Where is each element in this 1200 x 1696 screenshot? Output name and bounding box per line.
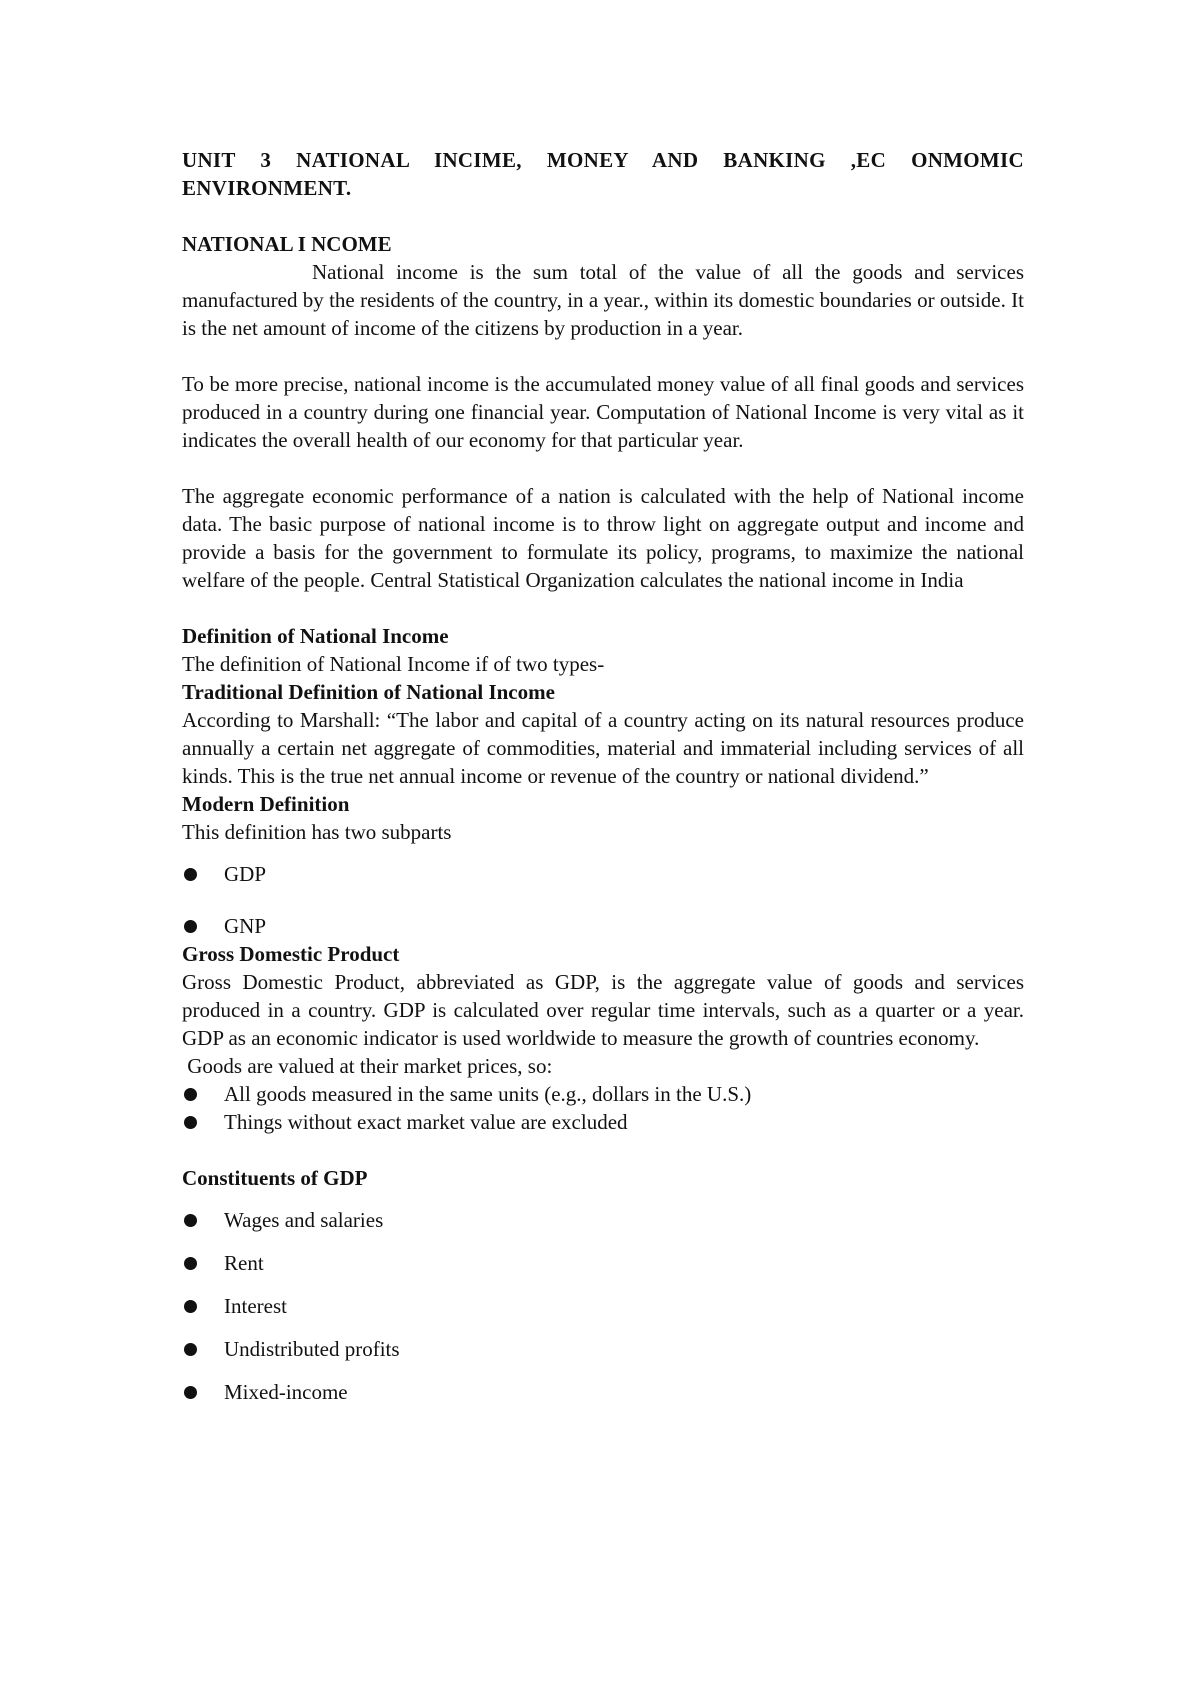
- subparts-list: [182, 860, 1024, 940]
- list-item-label: Mixed-income: [224, 1380, 348, 1404]
- modern-definition-text: This definition has two subparts: [182, 820, 452, 844]
- list-item: [182, 1249, 1024, 1277]
- list-item: [182, 1080, 1024, 1108]
- national-income-paragraph-3: The aggregate economic performance of a nation is calculated with the help of National income data. The basic purpose of national income is to throw light on aggregate output and income and provide a basis for the government to formulate its policy, programs, to maximize the national welfare of the people. Central Statistical Organization calculates the national income in India: [182, 484, 1024, 592]
- national-income-heading: NATIONAL I NCOME: [182, 232, 392, 256]
- constituents-list: [182, 1206, 1024, 1406]
- list-item: [182, 1292, 1024, 1320]
- list-item-label: Wages and salaries: [224, 1208, 384, 1232]
- list-item: [182, 1108, 1024, 1136]
- document-title: UNIT 3 NATIONAL INCIME, MONEY AND BANKING ,EC ONMOMIC ENVIRONMENT.: [182, 148, 1024, 200]
- document-page: [182, 146, 1024, 1406]
- list-item-label: Undistributed profits: [224, 1337, 400, 1361]
- list-item: [182, 1378, 1024, 1406]
- list-item-label: Things without exact market value are excluded: [224, 1110, 628, 1134]
- bullet-icon: [184, 1088, 197, 1101]
- bullet-icon: [184, 1386, 197, 1399]
- modern-definition-heading: Modern Definition: [182, 792, 350, 816]
- constituents-heading: Constituents of GDP: [182, 1166, 368, 1190]
- bullet-icon: [184, 920, 197, 933]
- list-item-label: GDP: [224, 862, 267, 886]
- gdp-goods-line: Goods are valued at their market prices, so:: [182, 1054, 553, 1078]
- goods-points-list: [182, 1080, 1024, 1136]
- national-income-paragraph-2: To be more precise, national income is the accumulated money value of all final goods and services produced in a country during one financial year. Computation of National Income is very vital as it indicates the overall health of our economy for that particular year.: [182, 372, 1024, 452]
- bullet-icon: [184, 1257, 197, 1270]
- bullet-icon: [184, 1214, 197, 1227]
- list-item-label: GNP: [224, 914, 267, 938]
- definition-intro: The definition of National Income if of two types-: [182, 652, 605, 676]
- list-item-label: All goods measured in the same units (e.g., dollars in the U.S.): [224, 1082, 752, 1106]
- list-item: [182, 860, 1024, 888]
- bullet-icon: [184, 1300, 197, 1313]
- national-income-paragraph-1: National income is the sum total of the value of all the goods and services manufactured by the residents of the country, in a year., within its domestic boundaries or outside. It is the net amount of income of the citizens by production in a year.: [182, 260, 1024, 340]
- list-item: [182, 912, 1024, 940]
- traditional-definition-text: According to Marshall: “The labor and capital of a country acting on its natural resources produce annually a certain net aggregate of commodities, material and immaterial including services of all kinds. This is the true net annual income or revenue of the country or national dividend.”: [182, 708, 1024, 788]
- list-item: [182, 1206, 1024, 1234]
- list-item: [182, 1335, 1024, 1363]
- definition-heading: Definition of National Income: [182, 624, 449, 648]
- list-item-label: Rent: [224, 1251, 264, 1275]
- gdp-heading: Gross Domestic Product: [182, 942, 400, 966]
- bullet-icon: [184, 868, 197, 881]
- traditional-definition-heading: Traditional Definition of National Income: [182, 680, 555, 704]
- gdp-text: Gross Domestic Product, abbreviated as GDP, is the aggregate value of goods and services produced in a country. GDP is calculated over regular time intervals, such as a quarter or a year. GDP as an economic indicator is used worldwide to measure the growth of countries economy.: [182, 970, 1024, 1050]
- bullet-icon: [184, 1343, 197, 1356]
- list-item-label: Interest: [224, 1294, 287, 1318]
- bullet-icon: [184, 1116, 197, 1129]
